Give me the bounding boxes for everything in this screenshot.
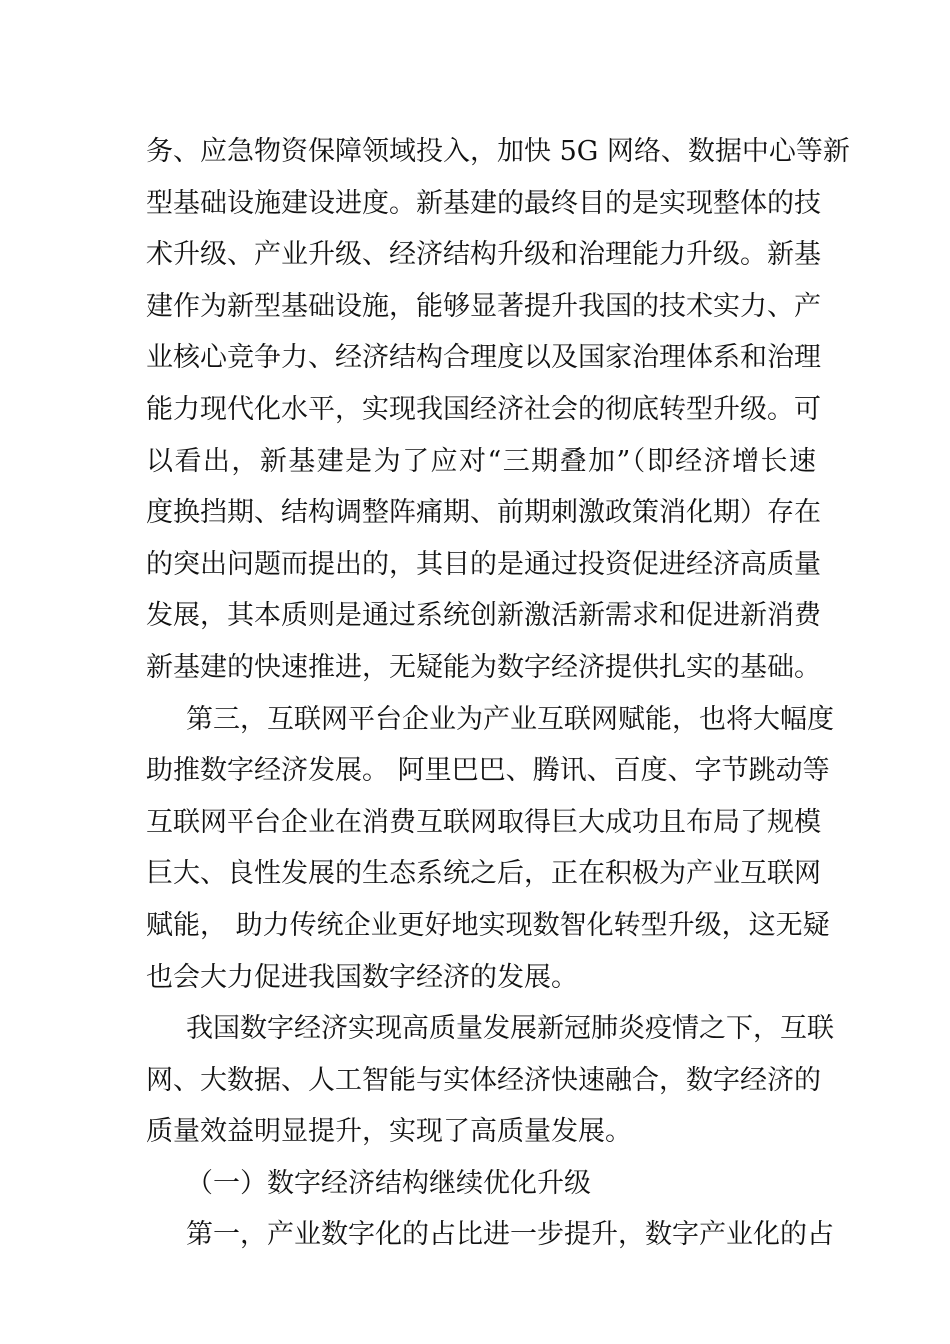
text-line: 术升级、产业升级、经济结构升级和治理能力升级。新基 [146,239,821,271]
text-line: 建作为新型基础设施，能够显著提升我国的技术实力、产 [146,290,821,322]
text-line: 业核心竞争力、经济结构合理度以及国家治理体系和治理 [146,342,821,374]
text-line: 也会大力促进我国数字经济的发展。 [146,961,578,993]
paragraph-start-line: 我国数字经济实现高质量发展新冠肺炎疫情之下，互联 [186,1013,834,1045]
text-line: 质量效益明显提升，实现了高质量发展。 [146,1116,632,1148]
text-line: 能力现代化水平，实现我国经济社会的彻底转型升级。可 [146,393,821,425]
text-line: 发展，其本质则是通过系统创新激活新需求和促进新消费 [146,600,821,632]
text-line: 度换挡期、结构调整阵痛期、前期刺激政策消化期）存在 [146,497,821,529]
text-line: 互联网平台企业在消费互联网取得巨大成功且布局了规模 [146,806,821,838]
paragraph-start-line: 第三，互联网平台企业为产业互联网赋能，也将大幅度 [186,703,834,735]
text-line: 务、应急物资保障领域投入，加快 5G 网络、数据中心等新 [146,136,850,167]
text-line: 助推数字经济发展。 阿里巴巴、腾讯、百度、字节跳动等 [146,755,830,787]
text-line: 巨大、良性发展的生态系统之后，正在积极为产业互联网 [146,858,821,890]
text-line: 网、大数据、人工智能与实体经济快速融合，数字经济的 [146,1064,821,1096]
text-line: 型基础设施建设进度。新基建的最终目的是实现整体的技 [146,187,821,219]
section-heading: （一）数字经济结构继续优化升级 [186,1167,591,1199]
text-line: 赋能， 助力传统企业更好地实现数智化转型升级，这无疑 [146,909,830,941]
text-line: 新基建的快速推进，无疑能为数字经济提供扎实的基础。 [146,651,821,683]
paragraph-start-line: 第一，产业数字化的占比进一步提升，数字产业化的占 [186,1219,834,1251]
text-line: 的突出问题而提出的，其目的是通过投资促进经济高质量 [146,548,821,580]
text-line: 以看出，新基建是为了应对“三期叠加”（即经济增长速 [146,445,816,477]
body-text [146,126,850,1261]
